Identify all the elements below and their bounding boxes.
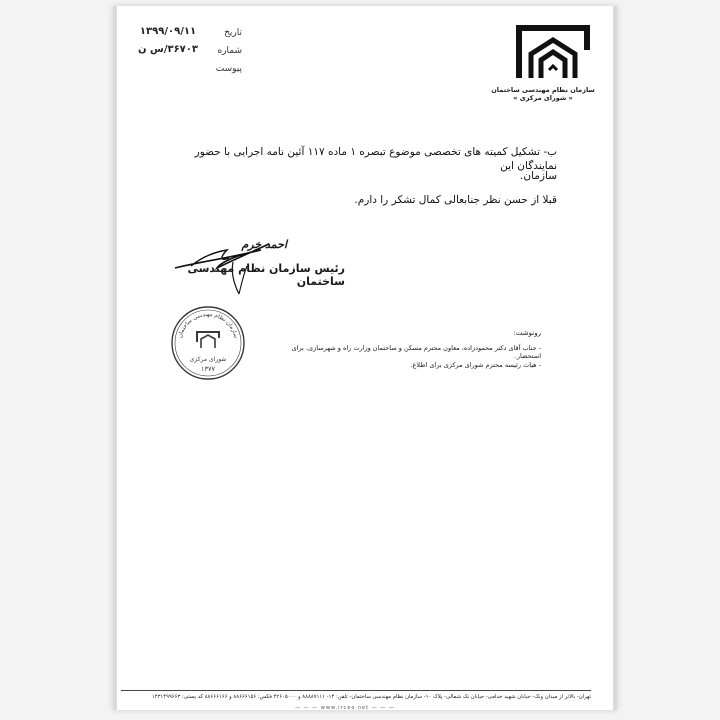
organization-logo-icon xyxy=(515,24,591,82)
signatory-name: احمد خرم xyxy=(241,238,287,251)
footer-address: تهران- بالاتر از میدان ونک- خیابان شهید خدامی- خیابان نک شمالی- پلاک ۱۰- سازمان نظام مهندسی ساختمان- تلفن: ۱۴- ۸۸۸۸۷۱۱۱ و ۴۲۶۰۵۰۰۰ فکس: ۸۸۶۶۶۱۵۶ و ۸۸۶۶۶۱۶۶ کد پستی: ۱۴۳۱۴۹۹۶۶۳ xyxy=(151,694,591,700)
seal-bottom-text: شورای مرکزی xyxy=(189,356,227,363)
number-value: ۳۶۷۰۳/س ن xyxy=(138,44,198,55)
letter-footer xyxy=(121,690,591,701)
organization-name-line1: سازمان نظام مهندسی ساختمان xyxy=(491,86,595,94)
seal-year: ۱۳۷۷ xyxy=(201,365,215,373)
body-line-3: قبلا از حسن نظر جنابعالی کمال تشکر را دارم. xyxy=(354,194,557,206)
footer-cut-line: — — — www.irceo.net — — — xyxy=(295,705,395,711)
body-line-2: سازمان. xyxy=(520,170,557,182)
date-value: ۱۳۹۹/۰۹/۱۱ xyxy=(139,26,197,37)
signatory-title: رئیس سازمان نظام مهندسی ساختمان xyxy=(187,262,345,288)
cc-item-2: - هیات رئیسه محترم شورای مرکزی برای اطلاع. xyxy=(410,361,541,369)
cc-item-1: - جناب آقای دکتر محمودزاده، معاون محترم مسکن و ساختمان وزارت راه و شهرسازی، برای استحضار. xyxy=(291,344,541,360)
organization-name xyxy=(487,86,599,102)
body-line-1: ب- تشکیل کمیته های تخصصی موضوع تبصره ۱ ماده ۱۱۷ آئین نامه اجرایی با حضور نمایندگان این xyxy=(194,146,557,172)
official-seal-icon xyxy=(169,304,247,382)
seal-arc-text: سازمان نظام مهندسی ساختمان xyxy=(177,311,239,339)
cc-heading: رونوشت: xyxy=(513,329,541,337)
number-label: شماره xyxy=(217,46,242,56)
date-label: تاریخ xyxy=(224,28,242,38)
organization-name-line2: « شورای مرکزی » xyxy=(513,94,573,102)
attachment-label: پیوست xyxy=(215,64,242,74)
letter-sheet xyxy=(113,6,617,710)
